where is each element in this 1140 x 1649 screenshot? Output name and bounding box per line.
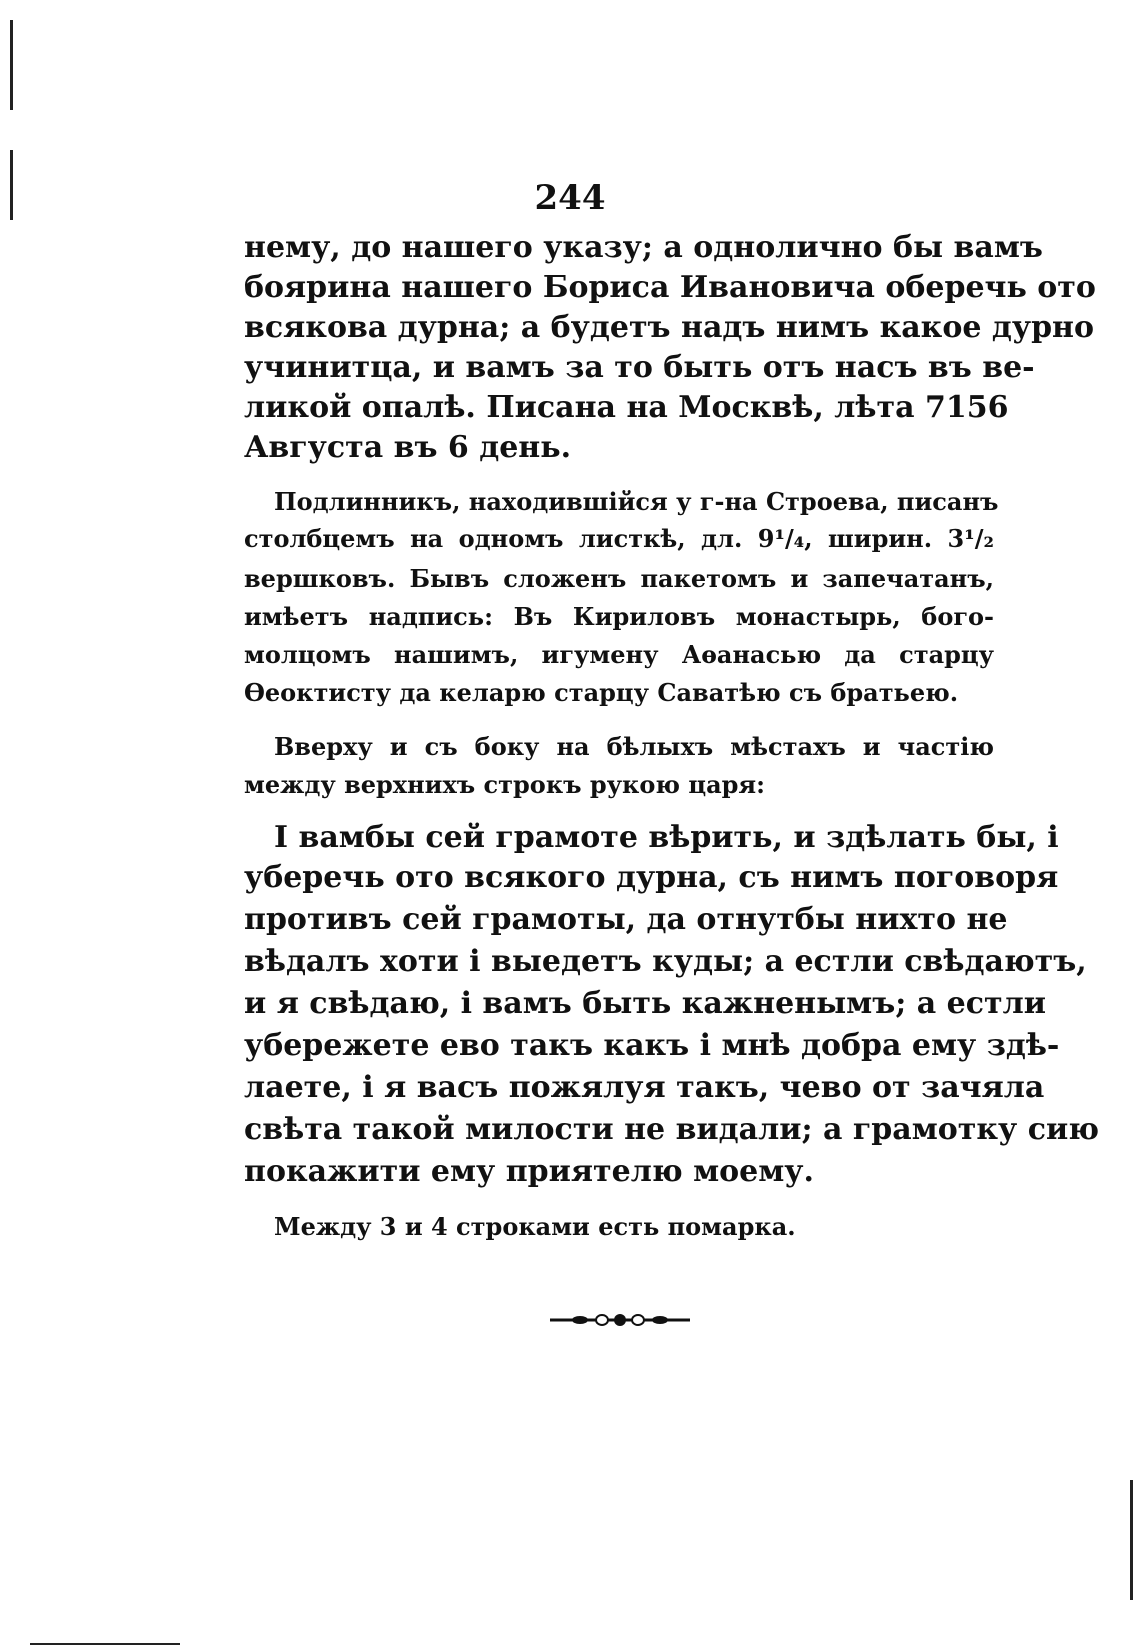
text-line: Вверху и съ боку на бѣлыхъ мѣстахъ и частію [274, 732, 994, 761]
text-line: учинитца, и вамъ за то быть отъ насъ въ ве- [244, 350, 1035, 385]
text-line: убережете ево такъ какъ і мнѣ добра ему здѣ- [244, 1028, 1060, 1063]
scan-edge-mark [10, 150, 13, 220]
text-line: Подлинникъ, находившійся у г-на Строева, писанъ [274, 487, 999, 516]
text-line: Августа въ 6 день. [244, 430, 572, 465]
text-line: боярина нашего Бориса Ивановича оберечь ото [244, 270, 1096, 305]
text-line: І вамбы сей грамоте вѣрить, и здѣлать бы, і [274, 820, 1059, 855]
text-line: Ѳеоктисту да келарю старцу Саватѣю съ братьею. [244, 678, 959, 707]
text-line: имѣетъ надпись: Въ Кириловъ монастырь, бого- [244, 602, 994, 631]
text-line: и я свѣдаю, і вамъ быть кажненымъ; а естли [244, 986, 1047, 1021]
ornament-divider [550, 1310, 690, 1330]
text-line: лаете, і я васъ пожялуя такъ, чево от зачяла [244, 1070, 1045, 1105]
scan-edge-mark [10, 20, 13, 110]
text-line: столбцемъ на одномъ листкѣ, дл. 9¹/₄, ширин. 3¹/₂ [244, 524, 994, 553]
text-line: молцомъ нашимъ, игумену Аѳанасью да старцу [244, 640, 994, 669]
text-line: вершковъ. Бывъ сложенъ пакетомъ и запечатанъ, [244, 564, 994, 593]
scan-edge-mark [1130, 1480, 1133, 1600]
scan-edge-mark [30, 1643, 180, 1645]
text-line: ликой опалѣ. Писана на Москвѣ, лѣта 7156 [244, 390, 1009, 425]
text-line: нему, до нашего указу; а однолично бы вамъ [244, 230, 1043, 265]
text-line: всякова дурна; а будетъ надъ нимъ какое дурно [244, 310, 1095, 345]
page-number: 244 [534, 178, 606, 218]
text-line: противъ сей грамоты, да отнутбы нихто не [244, 902, 1008, 937]
text-line: Между 3 и 4 строками есть помарка. [274, 1212, 796, 1241]
text-line: вѣдалъ хоти і выедетъ куды; а естли свѣдаютъ, [244, 944, 1087, 979]
text-line: уберечь ото всякого дурна, съ нимъ поговоря [244, 860, 1059, 895]
text-line: покажити ему приятелю моему. [244, 1154, 814, 1189]
text-line: свѣта такой милости не видали; а грамотку сию [244, 1112, 1099, 1147]
text-line: между верхнихъ строкъ рукою царя: [244, 770, 766, 799]
